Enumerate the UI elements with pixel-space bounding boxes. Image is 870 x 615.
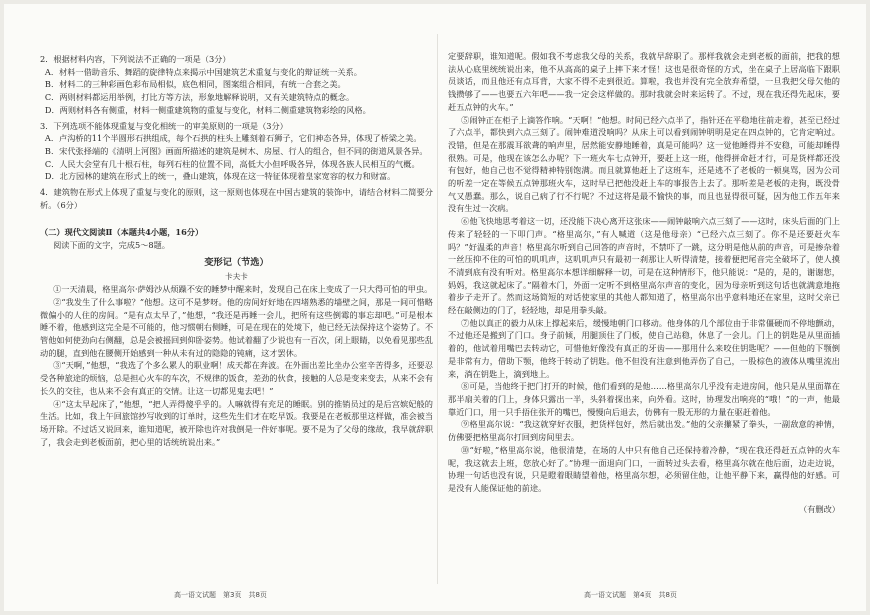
passage-paragraph-4-cont: 定要辞职，谁知道呢。假如我不考虑我父母的关系，我就早辞职了。那样我就会走到老板的面前，把我的想法从心底里统统说出来，他不从高高的桌子上摔下来才怪！这也是很奇怪的方式，坐在桌子上居高临下跟职员谈话，而且他还有点耳背，大家不得不走到很近。算啦，我也并没有完全放弃希望，一旦我把父母欠他的钱攒够了——也要五六年吧——我一定会这样做的。那时我就会时来运转了。不过，现在我还得先起床，要赶五点钟的火车。” xyxy=(448,51,840,112)
passage-paragraph-4: ④“这太早起床了，”他想，“把人弄得傻乎乎的。人嘛就得有充足的睡眠。别的推销员过的是后宫嫔妃般的生活。比如，我上午回旅馆抄写收到的订单时，这些先生们才在吃早饭。我要是在老板那里这样做，准会被当场开除。不过话又说回来，谁知道呢，被开除也许对我倒是一件好事呢。要不是为了父母的缘故，我早就辞职了，我会走到老板面前，把心里的话统统说出来。” xyxy=(40,398,433,447)
question-2-stem: 2．根据材料内容，下列说法不正确的一项是（3分） xyxy=(40,54,231,64)
section-heading: （二）现代文阅读Ⅱ（本题共4小题，16分） xyxy=(40,227,204,238)
passage-paragraph-7: ⑦他以真正的毅力从床上撑起来后，缓慢地朝门口移动。他身体的几个部位由于非常僵硬而不停地颤动，不过他还是搬到了门口。身子前倾，用腿顶住了门板，使自己站稳，休息了一会儿。门上的钥匙是从里面插着的，他试着用嘴巴去转动它，可惜他好像没有真正的牙齿——那用什么来咬住钥匙呢？——但他的下颚倒是非常有力，借助下颚，他终于转动了钥匙。他不但没有注意到他弄伤了自己，一股棕色的液体从嘴里流出来，淌在钥匙上，滴到地上。 xyxy=(448,317,840,379)
question-3-stem: 3．下列选项不能体现重复与变化相统一的审美原则的一项是（3分） xyxy=(40,120,288,131)
page-footer-right: 高一语文试题 第4页 共8页 xyxy=(584,591,677,599)
question-4: 4．建筑物在形式上体现了重复与变化的原则，这一原则也体现在中国古建筑的装饰中，请结合材料二简要分析。（6分） xyxy=(40,187,433,210)
question-3-option-a: A．卢沟桥的11个半圆形石拱组成，每个石拱的柱头上雕刻着石狮子，它们神态各异，体现了桥梁之美。 xyxy=(44,133,422,144)
passage-paragraph-6: ⑥他飞快地思考着这一切，还没能下决心离开这张床——闹钟敲响六点三刻了——这时，床头后面的门上传来了轻轻的一下叩门声。“格里高尔，”有人喊道（这是他母亲）“已经六点三刻了。你不是还要赶火车吗？”好温柔的声音！格里高尔听到自己回答的声音时，不禁吓了一跳，这分明是他从前的声音，可是掺杂着一丝压抑不住的可怕的叽叽声，这叽叽声只有最初一刹那让人听得清楚，接着便把尾音完全破坏了，使人摸不清到底有没有听对。格里高尔本想详细解释一切，可是在这种情形下，他只能说：“是的，是的，谢谢您，妈妈，我这就起床了。”隔着木门，外面一定听不到格里高尔声音的变化，因为母亲听到这句话也就满意地拖着步子走开了。然而这场简短的对话使家里的其他人都知道了，格里高尔出乎意料地还在家里，这时父亲已经在敲侧边的门了，轻轻地，却是用拳头敲。 xyxy=(448,216,840,316)
reading-instruction: 阅读下面的文字，完成5～8题。 xyxy=(53,240,170,251)
passage-paragraph-3: ③“天啊，”他想，“我选了个多么累人的职业啊！成天都在奔波。在外面出差比坐办公室辛苦得多，还要忍受各种旅途的烦恼，总是担心火车的车次，不规律的饭食，差劲的伙食，接触的人总是变来变去，从来不会有长久的交往，也从来不会有真正的交情。让这一切都见鬼去吧！” xyxy=(40,360,433,396)
question-2-option-c: C．两则材料都运用举例，打比方等方法，形象地解释说明，又有关建筑特点的概念。 xyxy=(44,92,355,103)
passage-paragraph-8: ⑧可是，当他终于把门打开的时候，他们看到的是他……格里高尔几乎没有走进房间，他只是从里面靠在那半扇关着的门上，身体只露出一半，头斜着探出来，向外看。这时，协理发出响亮的“哦！”的一声，他最靠近门口，用一只手捂住张开的嘴巴，慢慢向后退去，仿佛有一股无形的力量在驱赶着他。 xyxy=(448,381,840,417)
passage-paragraph-5: ⑤闹钟正在柜子上滴答作响。“天啊！”他想。时间已经六点半了，指针还在平稳地往前走着，甚至已经过了六点半，都快到六点三刻了。闹钟难道没响吗？从床上可以看到闹钟明明是定在四点钟的，它肯定响过。没错，但是在那震耳欲聋的响声里，居然能安静地睡着，真是可能吗？这一觉他睡得并不安稳，可能却睡得很熟。可是，他现在该怎么办呢？下一班火车七点钟开，要赶上这一班，他得拼命赶才行，可是货样都还没有包好，他自己也不觉得精神特别饱满。而且就算他赶上了这班车，还是逃不了老板的一顿臭骂，因为公司的听差一定在等候五点钟那班火车，这时早已把他没赶上车的事报告上去了。那听差是老板的走狗，既没骨气又愚蠢。那么，说自己病了行不行呢？不过这将是最不愉快的事，而且也显得很可疑，因为他工作五年来没有生过一次病。 xyxy=(448,114,840,214)
question-2-option-d: D．两则材料各有侧重，材料一侧重建筑物的重复与变化，材料二侧重建筑物彩绘的风格。 xyxy=(44,104,371,115)
left-page xyxy=(40,50,433,570)
edit-note: （有删改） xyxy=(799,503,840,514)
answer-space xyxy=(40,211,433,221)
exam-sheet xyxy=(4,4,866,611)
passage-paragraph-9: ⑨格里高尔说：“我这就穿好衣服，把货样包好，然后就出发。”他的父亲攥紧了拳头，一副敌意的神情，仿佛要把格里高尔打回到房间里去。 xyxy=(448,419,840,443)
question-3-option-c: C．人民大会堂有几十根石柱，每列石柱的位置不同，高低大小但呼吸各异，体现各族人民相互的气概。 xyxy=(44,158,420,169)
question-3-option-d: D．北方园林的建筑在形式上的统一，叠山建筑，体现在这一特征体现着皇家宽容的权力和财富。 xyxy=(44,171,396,182)
passage-paragraph-2: ②“我发生了什么事啦？”他想。这可不是梦呀。他的房间好好地在四堵熟悉的墙壁之间，那是一间可惜略微偏小的人住的房间。“是有点太早了，”他想，“我还是再睡一会儿，把所有这些倒霉的事忘却吧。”可是根本睡不着，他感到这完全是不可能的，他习惯朝右侧睡，可是在现在的处境下，他已经无法保持这个姿势了。不管他如何使劲向右侧翻，总是会被摇回到仰卧姿势。他试着翻了少说也有一百次，闭上眼睛，以免看见那些乱动的腿，直到他在腰侧开始感到一种从未有过的隐隐的钝痛，这才罢休。 xyxy=(40,296,433,358)
question-2-option-b: B．材料二的三种彩画色彩布局相似，底色相同，图案组合相同，有统一合套之美。 xyxy=(44,79,346,90)
passage-title: 变形记（节选） xyxy=(204,256,269,268)
question-2-option-a: A．材料一借助音乐、舞蹈的旋律特点来揭示中国建筑艺术重复与变化的辩证统一关系。 xyxy=(44,66,362,77)
passage-paragraph-1: ①一天清晨，格里高尔·萨姆沙从烦躁不安的睡梦中醒来时，发现自己在床上变成了一只大得可怕的甲虫。 xyxy=(53,284,433,295)
page-footer-left: 高一语文试题 第3页 共8页 xyxy=(174,591,267,599)
right-page xyxy=(448,50,840,570)
question-3-option-b: B．宋代张择端的《清明上河图》画面所描述的建筑是树木、房屋、行人的组合，但不同的街道风景各异。 xyxy=(44,145,428,156)
page-divider xyxy=(437,34,438,584)
passage-author: 卡夫卡 xyxy=(225,271,248,281)
passage-paragraph-10: ⑩“好啦，”格里高尔说，他很清楚，在场的人中只有他自己还保持着冷静，“现在我还得赶五点钟的火车呢，我这就去上班，您放心好了。”协理一面退向门口，一面转过头去看，格里高尔就在他后面，边走边说，协理一句话也没有说，只是瞪着眼睛望着他，格里高尔想，必须留住他，让他平静下来，赢得他的好感。可是没有人能保证他的前途。 xyxy=(448,444,840,493)
